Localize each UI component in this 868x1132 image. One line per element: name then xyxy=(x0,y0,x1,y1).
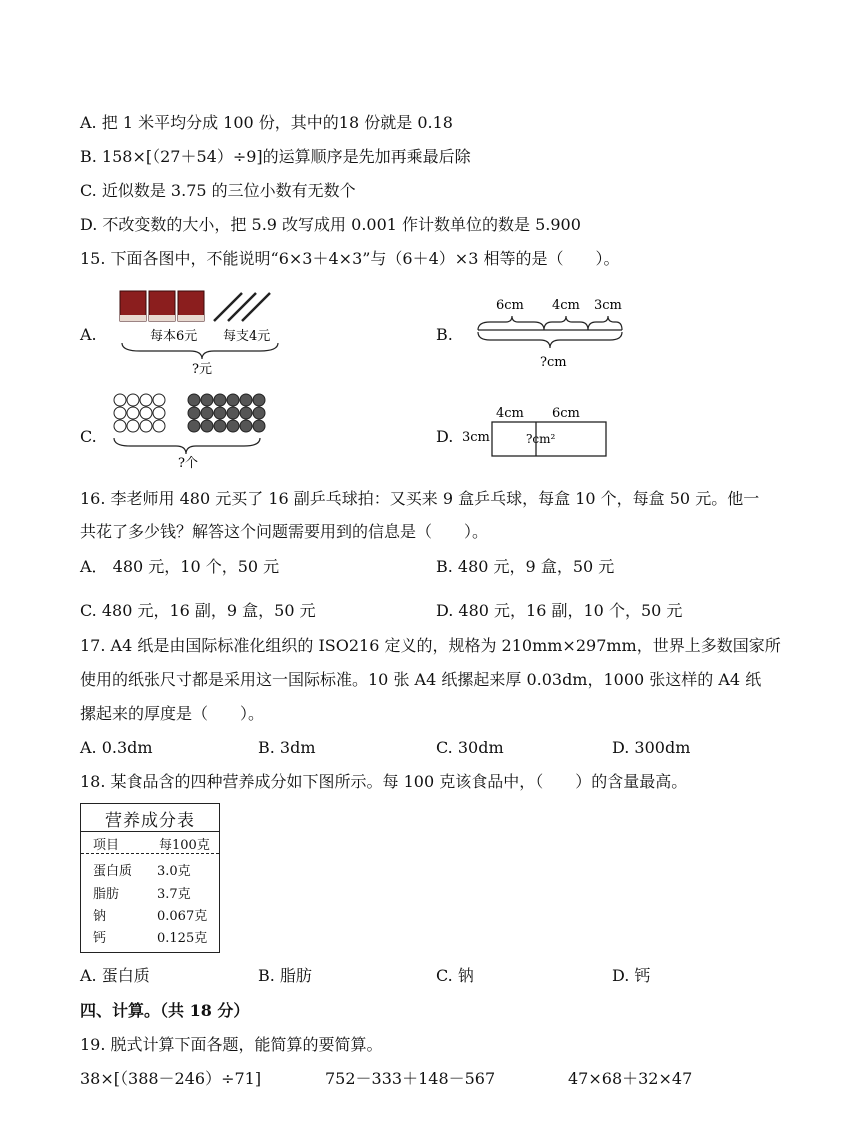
q16-option-c: C. 480 元，16 副，9 盒，50 元 xyxy=(80,601,316,620)
book-price-label: 每本6元 xyxy=(150,329,198,344)
q18-stem: 18. 某食品含的四种营养成分如下图所示。每 100 克该食品中，（ ）的含量最高。 xyxy=(80,772,688,791)
total-cm-label: ?cm xyxy=(540,355,567,370)
nutrition-row-value: 3.0克 xyxy=(157,864,191,879)
pen-price-label: 每支4元 xyxy=(223,329,271,344)
filled-circle xyxy=(227,420,239,432)
nutrition-col-per100g: 每100克 xyxy=(159,838,210,853)
empty-circle xyxy=(114,420,126,432)
q17-option-c: C. 30dm xyxy=(436,738,504,757)
q14-option-a: A. 把 1 米平均分成 100 份，其中的18 份就是 0.18 xyxy=(80,113,453,132)
nutrition-col-item: 项目 xyxy=(93,838,120,853)
filled-circle xyxy=(201,420,213,432)
filled-circle xyxy=(227,407,239,419)
pen-icon xyxy=(214,293,270,321)
seg-3cm-label: 3cm xyxy=(594,298,622,313)
q15-label-d: D. xyxy=(436,427,454,446)
q14-option-d: D. 不改变数的大小，把 5.9 改写成用 0.001 作计数单位的数是 5.900 xyxy=(80,215,581,234)
section-4-title: 四、计算。（共 18 分） xyxy=(80,1001,250,1020)
q17-option-b: B. 3dm xyxy=(258,738,316,757)
q17-option-a: A. 0.3dm xyxy=(80,738,153,757)
area-label: ?cm² xyxy=(526,432,556,446)
height-3cm-label: 3cm xyxy=(462,430,490,445)
filled-circle xyxy=(240,420,252,432)
q18-option-d: D. 钙 xyxy=(612,966,651,985)
q15-figure-c xyxy=(110,392,270,472)
q15-figure-d xyxy=(460,400,620,462)
q19-expression-1: 38×[（388－246）÷71] xyxy=(80,1069,262,1088)
q15-stem: 15. 下面各图中，不能说明“6×3＋4×3”与（6＋4）×3 相等的是（ ）。 xyxy=(80,249,620,268)
q19-stem: 19. 脱式计算下面各题，能简算的要简算。 xyxy=(80,1035,383,1054)
filled-circle xyxy=(253,407,265,419)
nutrition-table xyxy=(80,803,220,953)
nutrition-row-value: 3.7克 xyxy=(157,887,191,902)
book-icon xyxy=(178,291,204,321)
empty-circle xyxy=(127,407,139,419)
total-items-label: ?个 xyxy=(178,456,198,471)
empty-circle xyxy=(153,420,165,432)
q15-figure-a xyxy=(110,285,300,380)
empty-circle xyxy=(140,420,152,432)
empty-circle xyxy=(153,394,165,406)
width-6cm-label: 6cm xyxy=(552,406,580,421)
filled-circle xyxy=(201,394,213,406)
filled-circle xyxy=(214,407,226,419)
empty-circle xyxy=(127,420,139,432)
brace xyxy=(122,343,278,359)
nutrition-row-value: 0.067克 xyxy=(157,909,208,924)
q16-stem-line2: 共花了多少钱？解答这个问题需要用到的信息是（ ）。 xyxy=(80,522,489,541)
empty-circle xyxy=(114,407,126,419)
q17-stem-line2: 使用的纸张尺寸都是采用这一国际标准。10 张 A4 纸摞起来厚 0.03dm，1000 张这样的 A4 纸 xyxy=(80,670,762,689)
nutrition-row-name: 钠 xyxy=(93,909,107,924)
q19-expression-2: 752－333＋148－567 xyxy=(325,1069,496,1088)
filled-circle xyxy=(188,407,200,419)
filled-circle xyxy=(188,394,200,406)
q16-stem-line1: 16. 李老师用 480 元买了 16 副乒乓球拍：又买来 9 盒乒乓球，每盒 10 个，每盒 50 元。他一 xyxy=(80,489,760,508)
total-yuan-label: ?元 xyxy=(192,362,212,377)
empty-circle xyxy=(140,394,152,406)
width-4cm-label: 4cm xyxy=(496,406,524,421)
filled-circle xyxy=(253,420,265,432)
q18-option-a: A. 蛋白质 xyxy=(80,966,150,985)
empty-circle xyxy=(127,394,139,406)
q14-option-b: B. 158×[（27＋54）÷9]的运算顺序是先加再乘最后除 xyxy=(80,147,471,166)
filled-circle xyxy=(240,394,252,406)
filled-circle xyxy=(253,394,265,406)
empty-circle xyxy=(140,407,152,419)
seg-4cm-label: 4cm xyxy=(552,298,580,313)
q17-option-d: D. 300dm xyxy=(612,738,691,757)
q15-label-c: C. xyxy=(80,427,97,446)
q18-option-c: C. 钠 xyxy=(436,966,474,985)
book-icon xyxy=(149,291,175,321)
q17-stem-line1: 17. A4 纸是由国际标准化组织的 ISO216 定义的，规格为 210mm×297mm，世界上多数国家所 xyxy=(80,636,781,655)
q14-option-c: C. 近似数是 3.75 的三位小数有无数个 xyxy=(80,181,356,200)
book-icon xyxy=(120,291,146,321)
filled-circle xyxy=(201,407,213,419)
q16-option-a: A． 480 元，10 个，50 元 xyxy=(80,557,280,576)
nutrition-table-title: 营养成分表 xyxy=(105,811,195,831)
filled-circle xyxy=(214,394,226,406)
q15-label-b: B. xyxy=(436,325,453,344)
q15-figure-b xyxy=(470,290,640,375)
filled-circle xyxy=(188,420,200,432)
nutrition-row-name: 脂肪 xyxy=(93,887,120,902)
filled-circle xyxy=(214,420,226,432)
empty-circle xyxy=(153,407,165,419)
q18-option-b: B. 脂肪 xyxy=(258,966,312,985)
q19-expression-3: 47×68＋32×47 xyxy=(568,1069,693,1088)
nutrition-row-name: 钙 xyxy=(93,931,107,946)
q17-stem-line3: 摞起来的厚度是（ ）。 xyxy=(80,704,265,723)
nutrition-row-name: 蛋白质 xyxy=(93,864,133,879)
nutrition-row-value: 0.125克 xyxy=(157,931,208,946)
q16-option-d: D. 480 元，16 副，10 个，50 元 xyxy=(436,601,683,620)
empty-circle xyxy=(114,394,126,406)
q16-option-b: B. 480 元，9 盒，50 元 xyxy=(436,557,615,576)
filled-circle xyxy=(240,407,252,419)
seg-6cm-label: 6cm xyxy=(496,298,524,313)
filled-circle xyxy=(227,394,239,406)
q15-label-a: A. xyxy=(80,325,97,344)
